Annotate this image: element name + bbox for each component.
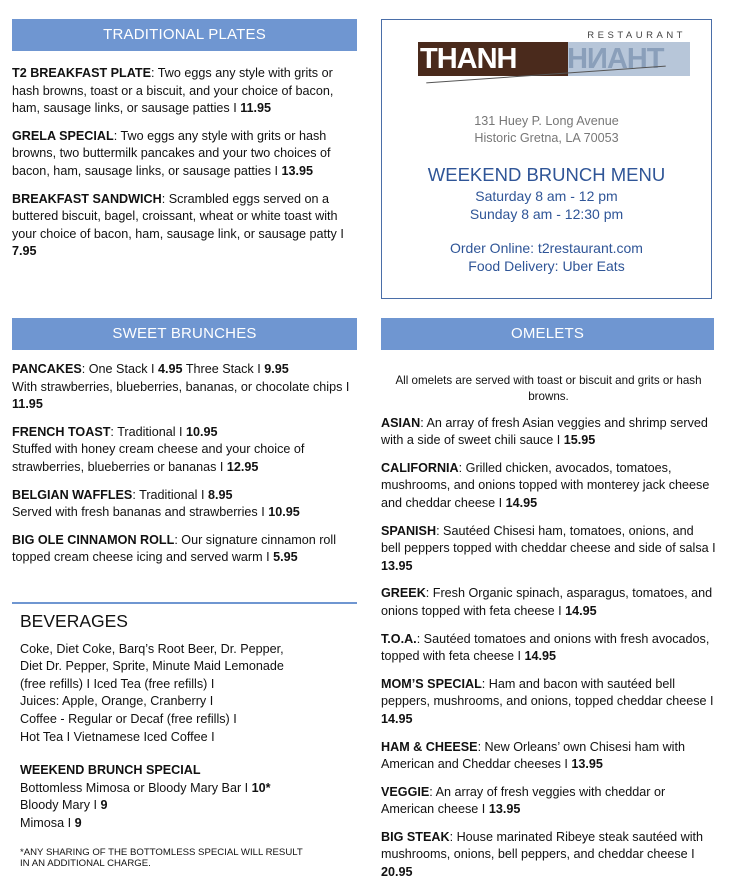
menu-item: T.O.A.: Sautéed tomatoes and onions with fresh avocados, topped with feta cheese I 14.95 (381, 631, 710, 664)
sharing-note: *ANY SHARING OF THE BOTTOMLESS SPECIAL WILL RESULT IN AN ADDITIONAL CHARGE. (20, 846, 303, 869)
omelets-intro: All omelets are served with toast or biscuit and grits or hash browns. (395, 373, 702, 403)
menu-item: PANCAKES: One Stack I 4.95 Three Stack I 9.95 With strawberries, blueberries, bananas, or chocolate chips I 11.95 (12, 362, 350, 412)
menu-item: BIG OLE CINNAMON ROLL: Our signature cinnamon roll topped cream cheese icing and served warm I 5.95 (12, 532, 337, 565)
menu-item: T2 BREAKFAST PLATE: Two eggs any style with grits or hash browns, toast or a biscuit, and your choice of bacon, ham, sausage links, or sausage patties I 11.95 (12, 66, 334, 116)
menu-item: FRENCH TOAST: Traditional I 10.95 Stuffed with honey cream cheese and your choice of strawberries, blueberries or bananas I 12.95 (12, 424, 305, 474)
beverage-line: Hot Tea I Vietnamese Iced Coffee I (20, 729, 215, 744)
beverage-line: Juices: Apple, Orange, Cranberry I (20, 694, 214, 709)
restaurant-info-box (381, 19, 712, 299)
menu-item: GRELA SPECIAL: Two eggs any style with grits or hash browns, two buttermilk pancakes and your two choices of bacon, ham, sausage links, or sausage patties I 13.95 (12, 128, 331, 178)
beverage-line: Coffee - Regular or Decaf (free refills) I (20, 711, 237, 726)
menu-item: HAM & CHEESE: New Orleans’ own Chisesi ham with American and Cheddar cheeses I 13.95 (381, 739, 685, 772)
beverage-line: Coke, Diet Coke, Barq’s Root Beer, Dr. Pepper, (20, 641, 284, 656)
hours-sunday: Sunday 8 am - 12:30 pm (469, 206, 624, 222)
beverages-heading: BEVERAGES (20, 611, 128, 631)
hours-saturday: Saturday 8 am - 12 pm (475, 188, 618, 204)
food-delivery: Food Delivery: Uber Eats (468, 258, 625, 274)
menu-item: GREEK: Fresh Organic spinach, asparagus, tomatoes, and onions topped with feta cheese I 14.95 (381, 586, 713, 618)
omelets-list (381, 361, 716, 882)
special-heading: WEEKEND BRUNCH SPECIAL (20, 763, 201, 778)
menu-item: BELGIAN WAFFLES: Traditional I 8.95 Served with fresh bananas and strawberries I 10.95 (12, 487, 300, 520)
menu-item: ASIAN: An array of fresh Asian veggies and shrimp served with a side of sweet chili sauce I 15.95 (381, 415, 708, 448)
section-divider (12, 602, 357, 604)
special-line: Mimosa I 9 (20, 815, 82, 830)
sweet-brunches-list (12, 361, 357, 567)
beverage-line: (free refills) I Iced Tea (free refills) I (20, 676, 215, 691)
restaurant-logo: RESTAURANT THANH THANH (418, 30, 686, 92)
menu-item: MOM’S SPECIAL: Ham and bacon with sautéed bell peppers, mushrooms, and onions, topped cheddar cheese I 14.95 (381, 676, 714, 726)
menu-item: CALIFORNIA: Grilled chicken, avocados, tomatoes, mushrooms, and onions topped with monterey jack cheese and cheddar cheese I 14.95 (381, 460, 710, 510)
beverages-section (20, 613, 350, 869)
menu-item: SPANISH: Sautéed Chisesi ham, tomatoes, onions, and bell peppers topped with cheddar cheese and side of salsa I 13.95 (381, 523, 716, 573)
menu-title: WEEKEND BRUNCH MENU (427, 164, 666, 185)
sweet-brunches-heading: SWEET BRUNCHES (12, 318, 357, 350)
omelets-heading: OMELETS (381, 318, 714, 350)
address-line-2: Historic Gretna, LA 70053 (474, 131, 619, 145)
special-line: Bottomless Mimosa or Bloody Mary Bar I 10* (20, 780, 271, 795)
menu-item: BIG STEAK: House marinated Ribeye steak sautéed with mushrooms, onions, bell peppers, and cheddar cheese I 20.95 (381, 829, 703, 880)
order-online: Order Online: t2restaurant.com (450, 240, 643, 256)
beverage-line: Diet Dr. Pepper, Sprite, Minute Maid Lemonade (20, 659, 284, 674)
special-line: Bloody Mary I 9 (20, 798, 108, 813)
address-line-1: 131 Huey P. Long Avenue (474, 114, 619, 128)
menu-item: VEGGIE: An array of fresh veggies with cheddar or American cheese I 13.95 (381, 784, 666, 817)
menu-item: BREAKFAST SANDWICH: Scrambled eggs served on a buttered biscuit, bagel, croissant, wheat or white toast with your choice of bacon, ham, sausage link, or sausage patty I 7.95 (12, 191, 344, 259)
traditional-plates-heading: TRADITIONAL PLATES (12, 19, 357, 51)
traditional-plates-list (12, 65, 357, 261)
